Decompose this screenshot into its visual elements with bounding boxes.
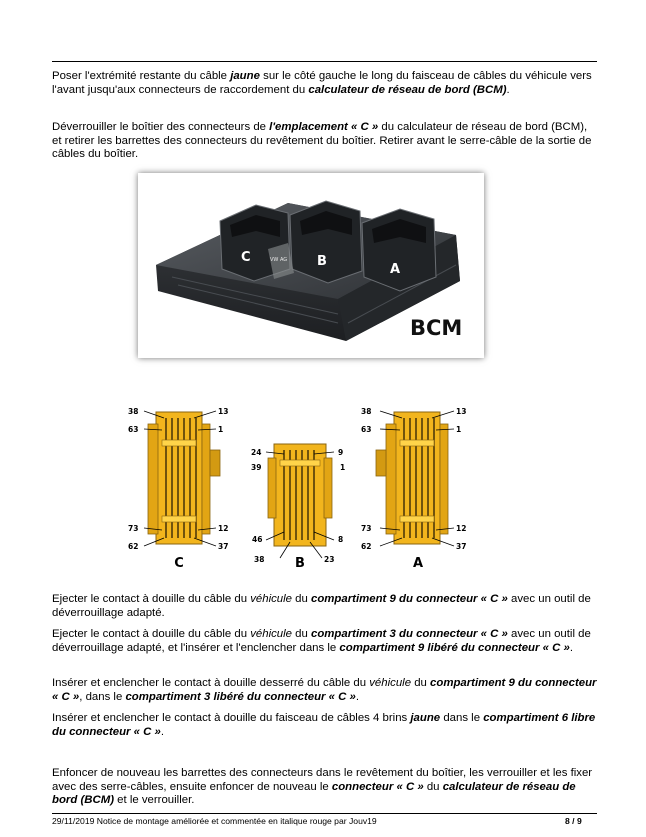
connector-c-diagram bbox=[128, 407, 228, 571]
paragraph-4 bbox=[52, 628, 597, 655]
pin-label: 13 bbox=[218, 407, 229, 416]
connector-a-diagram bbox=[361, 407, 466, 571]
pin-label: 73 bbox=[361, 524, 372, 533]
paragraph-1 bbox=[52, 70, 597, 97]
emphasis-bold-italic: compartiment 3 libéré du connecteur « C » bbox=[125, 690, 356, 703]
emphasis-bold-italic: compartiment 3 du connecteur « C » bbox=[311, 628, 508, 640]
connector-pinouts bbox=[118, 400, 478, 575]
text-run: du bbox=[423, 780, 443, 793]
pin-label: 1 bbox=[456, 425, 462, 434]
pin-label: 62 bbox=[128, 542, 139, 551]
footer-rule bbox=[52, 813, 597, 814]
footer-text: 29/11/2019 Notice de montage améliorée et commentée en italique rouge par Jouv19 bbox=[52, 816, 377, 826]
slot-label-c: C bbox=[241, 250, 251, 265]
connector-a-label: A bbox=[412, 556, 424, 571]
emphasis-italic: véhicule bbox=[369, 677, 412, 689]
text-run: Ejecter le contact à douille du câble du bbox=[52, 593, 251, 605]
paragraph-3 bbox=[52, 593, 597, 620]
emphasis-bold-italic: l'emplacement « C » bbox=[269, 121, 379, 133]
pin-label: 24 bbox=[251, 448, 262, 457]
text-run: du bbox=[411, 677, 431, 689]
emphasis-bold-italic: calculateur de réseau de bord (BCM) bbox=[52, 780, 576, 807]
pin-label: 23 bbox=[324, 555, 335, 564]
text-run: avec un outil de déverrouillage adapté, et l'insérer et l'enclencher dans le bbox=[52, 628, 591, 654]
text-run: dans le bbox=[440, 712, 484, 724]
page-number: 8 / 9 bbox=[565, 816, 582, 826]
pin-label: 1 bbox=[340, 463, 346, 472]
module-print: VW AG bbox=[270, 257, 288, 263]
paragraph-7 bbox=[52, 767, 597, 808]
text-run: . bbox=[506, 83, 510, 96]
text-run: Enfoncer de nouveau les barrettes des connecteurs dans le revêtement du boîtier, les verrouiller et les fixer avec des serre-câbles, ensuite enfoncer de nouveau le bbox=[52, 767, 593, 793]
connector-b-label: B bbox=[295, 556, 305, 571]
pin-label: 38 bbox=[128, 407, 139, 416]
pin-label: 39 bbox=[251, 463, 262, 472]
pin-label: 37 bbox=[456, 542, 467, 551]
text-run: du calculateur de réseau de bord (BCM), et retirer les barrettes des connecteurs du revêtement du boîtier. Retirer avant le serre-câble de la sortie de câbles du boîtier. bbox=[52, 121, 592, 161]
pin-label: 37 bbox=[218, 542, 229, 551]
emphasis-bold-italic: compartiment 9 du connecteur « C » bbox=[311, 593, 508, 605]
text-run: et le verrouiller. bbox=[114, 794, 195, 807]
paragraph-6 bbox=[52, 712, 597, 739]
pin-label: 63 bbox=[128, 425, 139, 434]
pin-label: 9 bbox=[338, 448, 344, 457]
emphasis-bold-italic: connecteur « C » bbox=[331, 780, 424, 793]
text-run: . bbox=[160, 725, 165, 738]
text-run: Déverrouiller le boîtier des connecteurs de bbox=[52, 121, 270, 133]
text-run: . bbox=[569, 641, 573, 654]
pin-label: 12 bbox=[456, 524, 467, 533]
pin-label: 38 bbox=[361, 407, 372, 416]
emphasis-bold-italic: compartiment 6 libre du connecteur « C » bbox=[52, 712, 596, 738]
text-run: Insérer et enclencher le contact à douille desserré du câble du bbox=[52, 677, 370, 689]
emphasis-bold-italic: compartiment 9 libéré du connecteur « C » bbox=[339, 641, 570, 654]
pin-label: 63 bbox=[361, 425, 372, 434]
emphasis-bold-italic: calculateur de réseau de bord (BCM) bbox=[308, 83, 507, 96]
slot-label-a: A bbox=[390, 262, 401, 277]
text-run: du bbox=[292, 628, 311, 640]
connector-b-diagram bbox=[251, 444, 345, 571]
emphasis-bold-italic: jaune bbox=[230, 70, 260, 82]
text-run: Ejecter le contact à douille du câble du bbox=[52, 628, 251, 640]
pin-label: 73 bbox=[128, 524, 139, 533]
emphasis-italic: véhicule bbox=[250, 593, 292, 605]
pin-label: 13 bbox=[456, 407, 467, 416]
text-run: avec un outil de déverrouillage adapté. bbox=[52, 593, 591, 619]
emphasis-italic: véhicule bbox=[250, 628, 292, 640]
text-run: du bbox=[292, 593, 311, 605]
connector-c-label: C bbox=[174, 556, 184, 571]
bcm-photo bbox=[138, 173, 484, 358]
slot-label-b: B bbox=[317, 254, 327, 269]
emphasis-bold-italic: jaune bbox=[410, 712, 441, 724]
pin-label: 62 bbox=[361, 542, 372, 551]
pin-label: 8 bbox=[338, 535, 344, 544]
connector-slot-a bbox=[362, 209, 436, 291]
pin-label: 12 bbox=[218, 524, 229, 533]
bcm-label: BCM bbox=[410, 316, 463, 340]
emphasis-bold-italic: compartiment 9 du connecteur « C » bbox=[52, 677, 597, 703]
connector-slot-b bbox=[290, 201, 362, 283]
text-run: , dans le bbox=[79, 690, 126, 703]
text-run: . bbox=[355, 690, 360, 703]
paragraph-2 bbox=[52, 121, 597, 162]
pin-label: 1 bbox=[218, 425, 224, 434]
text-run: sur le côté gauche le long du faisceau de câbles du véhicule vers l'avant jusqu'aux connecteurs de raccordement du bbox=[52, 70, 592, 96]
text-run: Poser l'extrémité restante du câble bbox=[52, 70, 231, 82]
paragraph-5 bbox=[52, 677, 597, 704]
top-rule bbox=[52, 61, 597, 62]
pin-label: 38 bbox=[254, 555, 265, 564]
pin-label: 46 bbox=[252, 535, 263, 544]
text-run: Insérer et enclencher le contact à douille du faisceau de câbles 4 brins bbox=[52, 712, 411, 724]
